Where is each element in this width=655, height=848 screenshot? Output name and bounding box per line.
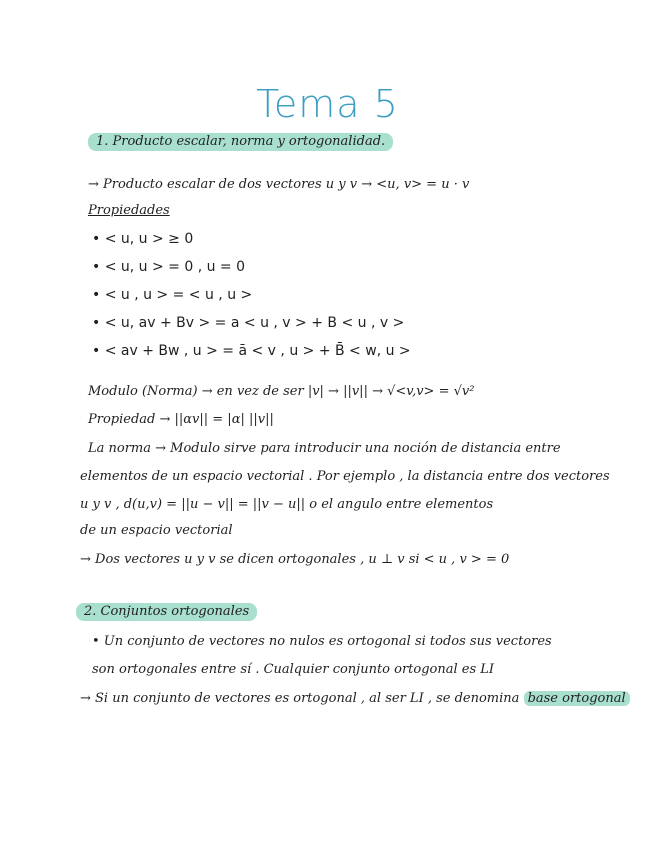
orthogonal-definition: → Dos vectores u y v se dicen ortogonales , u ⊥ v si < u , v > = 0	[80, 552, 510, 567]
propiedad-line: Propiedad → ||αv|| = |α| ||v||	[88, 412, 274, 427]
property-2: • < u, u > = 0 , u = 0	[92, 259, 246, 275]
page-title: Tema 5	[256, 82, 399, 126]
property-5: • < av + Bw , u > = ā < v , u > + B̄ < w, u >	[92, 343, 411, 359]
section-2-heading-text: 2. Conjuntos ortogonales	[76, 603, 257, 621]
section-2-line-2: son ortogonales entre sí . Cualquier conjunto ortogonal es LI	[92, 662, 495, 677]
norma-line-2: elementos de un espacio vectorial . Por ejemplo , la distancia entre dos vectores	[80, 469, 610, 484]
norma-line-3: u y v , d(u,v) = ||u − v|| = ||v − u|| o el angulo entre elementos	[80, 497, 494, 512]
properties-label: Propiedades	[88, 203, 170, 218]
section-2-line-1: • Un conjunto de vectores no nulos es ortogonal si todos sus vectores	[92, 634, 552, 649]
section-2-line-3	[80, 690, 630, 708]
base-ortogonal-highlight: base ortogonal	[524, 691, 630, 706]
section-2-line-3-text: → Si un conjunto de vectores es ortogonal , al ser LI , se denomina	[80, 691, 524, 706]
property-4: • < u, av + Bv > = a < u , v > + B < u , v >	[92, 315, 405, 331]
property-3: • < u , u > = < u , u >	[92, 287, 253, 303]
norma-line-4: de un espacio vectorial	[80, 523, 233, 538]
norma-line-1: La norma → Modulo sirve para introducir una noción de distancia entre	[88, 441, 561, 456]
section-1-heading-text: 1. Producto escalar, norma y ortogonalidad.	[88, 133, 393, 151]
property-1: • < u, u > ≥ 0	[92, 231, 194, 247]
modulo-line: Modulo (Norma) → en vez de ser |v| → ||v|| → √<v,v> = √v²	[88, 384, 475, 399]
section-2-heading	[76, 603, 257, 621]
scalar-product-definition: → Producto escalar de dos vectores u y v → <u, v> = u · v	[88, 177, 470, 192]
section-1-heading	[88, 133, 393, 151]
